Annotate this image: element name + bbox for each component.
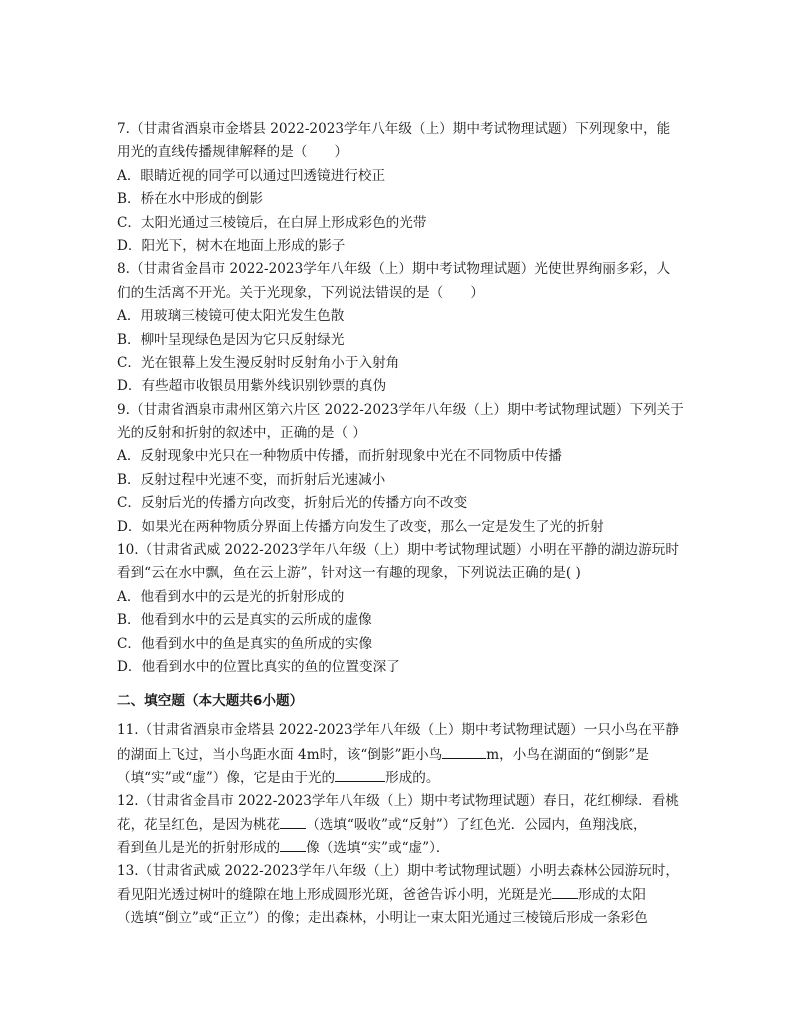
text-segment: 看到鱼儿是光的折射形成的 [117,840,281,857]
option-d: D．如果光在两种物质分界面上传播方向发生了改变，那么一定是发生了光的折射 [117,518,604,535]
question-stem-line: 光的反射和折射的叙述中，正确的是（ ） [117,425,367,442]
question-stem-line: 们的生活离不开光。关于光现象，下列说法错误的是（ ） [117,284,485,301]
answer-blank [335,766,385,782]
option-d: D．他看到水中的位置比真实的鱼的位置变深了 [117,658,400,675]
question-12 [117,790,677,860]
question-7 [117,118,677,258]
question-stem-line: 看到“云在水中飘，鱼在云上游”，针对这一有趣的现象，下列说法正确的是( ) [117,565,581,582]
option-c: C．他看到水中的鱼是真实的鱼所成的实像 [117,635,373,652]
text-segment: 花，花呈红色，是因为桃花 [117,816,281,833]
text-segment: （填“实”或“虚”）像，它是由于光的 [117,770,336,787]
question-stem-line: 7.（甘肃省酒泉市金塔县 2022-2023学年八年级（上）期中考试物理试题）下列现象中，能 [117,121,671,137]
question-stem-line [117,766,677,789]
option-c: C．光在银幕上发生漫反射时反射角小于入射角 [117,354,400,371]
text-segment: 像（选填“实”或“虚”）． [306,840,450,857]
option-b: B．桥在水中形成的倒影 [117,191,263,208]
answer-blank [552,883,578,899]
question-stem-line: 用光的直线传播规律解释的是（ ） [117,144,349,161]
text-segment: 形成的太阳 [578,887,646,904]
question-13 [117,860,677,930]
question-stem-line: 8.（甘肃省金昌市 2022-2023学年八年级（上）期中考试物理试题）光使世界绚丽多彩，人 [117,261,671,278]
question-stem-line: 9.（甘肃省酒泉市肃州区第六片区 2022-2023学年八年级（上）期中考试物理试题）下列关于 [117,401,684,418]
question-stem-line: 12.（甘肃省金昌市 2022-2023学年八年级（上）期中考试物理试题）春日，花红柳绿．看桃 [117,792,679,809]
option-a: A．眼睛近视的同学可以通过凹透镜进行校正 [117,167,386,184]
section-title: 二、填空题（本大题共6小题） [117,693,304,710]
option-b: B．反射过程中光速不变，而折射后光速减小 [117,471,386,488]
question-stem-line: 10.（甘肃省武威 2022-2023学年八年级（上）期中考试物理试题）小明在平静的湖边游玩时 [117,542,679,559]
question-11 [117,719,677,789]
question-stem-line: 13.（甘肃省武威 2022-2023学年八年级（上）期中考试物理试题）小明去森林公园游玩时， [117,862,679,879]
question-8 [117,258,677,398]
option-d: D．阳光下，树木在地面上形成的影子 [117,237,346,254]
text-segment: （选填“吸收”或“反射”）了红色光．公园内，鱼翔浅底， [306,816,647,833]
option-d: D．有些超市收银员用紫外线识别钞票的真伪 [117,378,387,395]
text-segment: 形成的。 [385,770,440,787]
text-segment: m，小鸟在湖面的“倒影”是 [486,746,649,763]
question-10 [117,539,677,679]
text-segment: 看见阳光透过树叶的缝隙在地上形成圆形光斑，爸爸告诉小明，光斑是光 [117,887,552,904]
question-stem-line: （选填“倒立”或“正立”）的像；走出森林，小明让一束太阳光通过三棱镜后形成一条彩色 [117,909,648,926]
option-a: A．用玻璃三棱镜可使太阳光发生色散 [117,308,345,325]
question-stem-line [117,743,677,766]
question-stem-line [117,836,677,859]
answer-blank [442,743,486,759]
question-stem-line [117,813,677,836]
option-c: C．反射后光的传播方向改变，折射后光的传播方向不改变 [117,495,468,512]
option-a: A．反射现象中光只在一种物质中传播，而折射现象中光在不同物质中传播 [117,448,562,465]
answer-blank [280,836,306,852]
text-segment: 的湖面上飞过，当小鸟距水面 4m时，该“倒影”距小鸟 [117,746,443,763]
option-c: C．太阳光通过三棱镜后，在白屏上形成彩色的光带 [117,214,427,231]
option-b: B．柳叶呈现绿色是因为它只反射绿光 [117,331,345,348]
question-stem-line [117,883,677,906]
answer-blank [280,813,306,829]
question-stem-line: 11.（甘肃省酒泉市金塔县 2022-2023学年八年级（上）期中考试物理试题）一只小鸟在平静 [117,722,679,739]
question-9 [117,399,684,539]
option-b: B．他看到水中的云是真实的云所成的虚像 [117,612,372,629]
page-content [117,118,684,930]
option-a: A．他看到水中的云是光的折射形成的 [117,588,345,605]
